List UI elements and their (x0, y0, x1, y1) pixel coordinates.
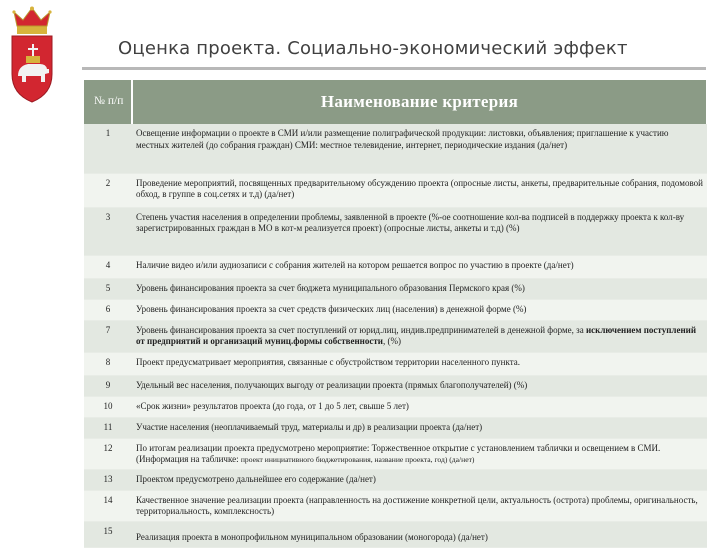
row-criterion: Участие населения (неоплачиваемый труд, материалы и др) в реализации проекта (да/нет) (132, 417, 707, 438)
row-criterion: Уровень финансирования проекта за счет поступлений от юрид.лиц, индив.предпринимателей в денежной форме, за исключением поступлений от предприятий и организаций муниц.формы собственности, (%) (132, 320, 707, 352)
table-row (84, 469, 707, 490)
row-criterion: Качественное значение реализации проекта (направленность на достижение конкретной цели, актуальность (острота) проблемы, оригинальность, территориальность, комплексность) (132, 490, 707, 521)
row-criterion: Уровень финансирования проекта за счет бюджета муниципального образования Пермского края (%) (132, 278, 707, 299)
row-number: 11 (84, 417, 132, 438)
table-row (84, 375, 707, 396)
header-num: № п/п (84, 80, 132, 124)
table-row (84, 396, 707, 417)
row-criterion: Уровень финансирования проекта за счет средств физических лиц (населения) в денежной форме (%) (132, 299, 707, 320)
row-number: 14 (84, 490, 132, 521)
row-number: 13 (84, 469, 132, 490)
small-plaque-text: проект инициативного бюджетирования, название проекта, год) (да/нет) (240, 455, 475, 465)
row-number: 4 (84, 255, 132, 278)
row-number: 9 (84, 375, 132, 396)
table-row (84, 417, 707, 438)
row-number: 5 (84, 278, 132, 299)
table-row (84, 490, 707, 521)
header-criterion-name: Наименование критерия (132, 80, 707, 124)
row-number: 7 (84, 320, 132, 352)
row-criterion: Удельный вес населения, получающих выгоду от реализации проекта (прямых благополучателей) (%) (132, 375, 707, 396)
table-row (84, 207, 707, 255)
table-row (84, 352, 707, 375)
row-criterion: Проектом предусмотрено дальнейшее его содержание (да/нет) (132, 469, 707, 490)
row-number: 10 (84, 396, 132, 417)
row-criterion: Проведение мероприятий, посвященных предварительному обсуждению проекта (опросные листы, анкеты, предварительные собрания, подомовой обход, в группе в соц.сетях и т.д) (да/нет) (132, 173, 707, 207)
row-number: 8 (84, 352, 132, 375)
bold-exception-text: исключением поступлений от предприятий и организаций муниц.формы собственности (136, 324, 697, 347)
row-number: 6 (84, 299, 132, 320)
table-row (84, 173, 707, 207)
row-criterion: Наличие видео и/или аудиозаписи с собрания жителей на котором решается вопрос по участию в проекте (да/нет) (132, 255, 707, 278)
table-row (84, 521, 707, 547)
row-number: 15 (84, 521, 132, 547)
page-title: Оценка проекта. Социально-экономический эффект (118, 38, 628, 59)
title-underline (82, 67, 706, 70)
row-number: 2 (84, 173, 132, 207)
table-header-row (84, 80, 707, 124)
perm-krai-coat-of-arms-icon (4, 6, 60, 106)
row-criterion: По итогам реализации проекта предусмотрено мероприятие: Торжественное открытие с установлением таблички и освещением в СМИ. (Информация на табличке: проект инициативного бюджетирования, название проекта, год) (да/нет) (132, 438, 707, 469)
row-number: 3 (84, 207, 132, 255)
row-criterion: Реализация проекта в монопрофильном муниципальном образовании (моногорода) (да/нет) (132, 521, 707, 547)
row-criterion: Степень участия населения в определении проблемы, заявленной в проекте (%-ое соотношение кол-ва подписей в поддержку проекта к кол-ву зарегистрированных граждан в МО в кот-м реализуется проект) (опросные листы, анкеты и т.д) (%) (132, 207, 707, 255)
table-row (84, 320, 707, 352)
row-criterion: Освещение информации о проекте в СМИ и/или размещение полиграфической продукции: листовки, объявления; приглашение к участию местных жителей (до собрания граждан) СМИ: местное телевидение, интернет, периодические издания (да/нет) (132, 124, 707, 173)
table-row (84, 124, 707, 173)
criteria-table (84, 80, 708, 548)
table-row (84, 438, 707, 469)
row-criterion: Проект предусматривает мероприятия, связанные с обустройством территории населенного пункта. (132, 352, 707, 375)
table-row (84, 299, 707, 320)
table-row (84, 278, 707, 299)
row-number: 1 (84, 124, 132, 173)
table-row (84, 255, 707, 278)
row-number: 12 (84, 438, 132, 469)
row-criterion: «Срок жизни» результатов проекта (до года, от 1 до 5 лет, свыше 5 лет) (132, 396, 707, 417)
